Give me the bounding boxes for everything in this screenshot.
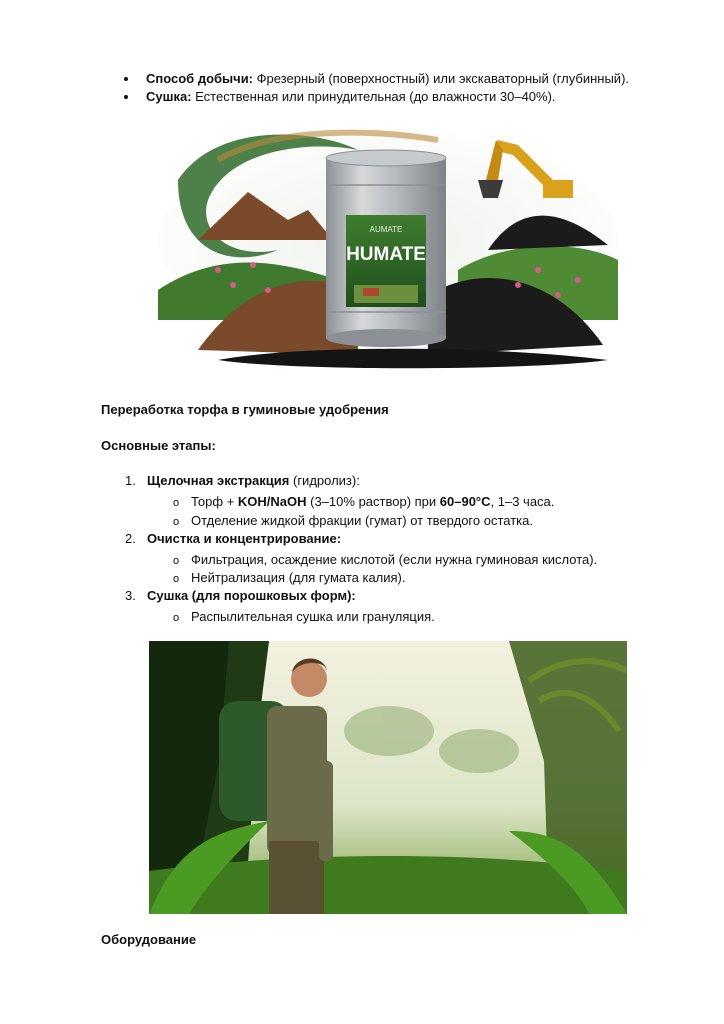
step-title: Сушка (для порошковых форм): [147,588,356,603]
step-title: Щелочная экстракция [147,473,290,488]
step-1 [125,473,360,488]
bullet-item [126,88,629,106]
jungle-traveler-photo [149,641,627,914]
bullet-list [126,70,629,106]
step-title: Очистка и концентрирование: [147,531,342,546]
step-number: 2. [125,531,136,546]
sub-item: o Фильтрация, осаждение кислотой (если нужна гуминовая кислота). [173,552,598,567]
step-3 [125,588,356,603]
sub-item: o Отделение жидкой фракции (гумат) от твердого остатка. [173,513,533,528]
section-title: Переработка торфа в гуминовые удобрения [101,402,389,417]
sub-item: o Торф + KOH/NaOH (3–10% раствор) при 60–90°C, 1–3 часа. [173,494,555,509]
humate-can-illustration [158,120,618,382]
step-number: 1. [125,473,136,488]
sub-item: o Нейтрализация (для гумата калия). [173,570,406,585]
step-number: 3. [125,588,136,603]
bullet-item [126,70,629,88]
bullet-label: Сушка: [146,89,192,104]
can-title: HUMATE [346,244,426,265]
bullet-text: Естественная или принудительная (до влажности 30–40%). [191,89,556,104]
sub-item: o Распылительная сушка или грануляция. [173,609,435,624]
equipment-title: Оборудование [101,932,197,947]
bullet-text: Фрезерный (поверхностный) или экскаваторный (глубинный). [253,71,630,86]
step-2 [125,531,341,546]
step-title-suffix: (гидролиз): [289,473,360,488]
bullet-label: Способ добычи: [146,71,254,86]
stages-title: Основные этапы: [101,438,216,453]
can-brand: AUMATE [369,225,403,234]
